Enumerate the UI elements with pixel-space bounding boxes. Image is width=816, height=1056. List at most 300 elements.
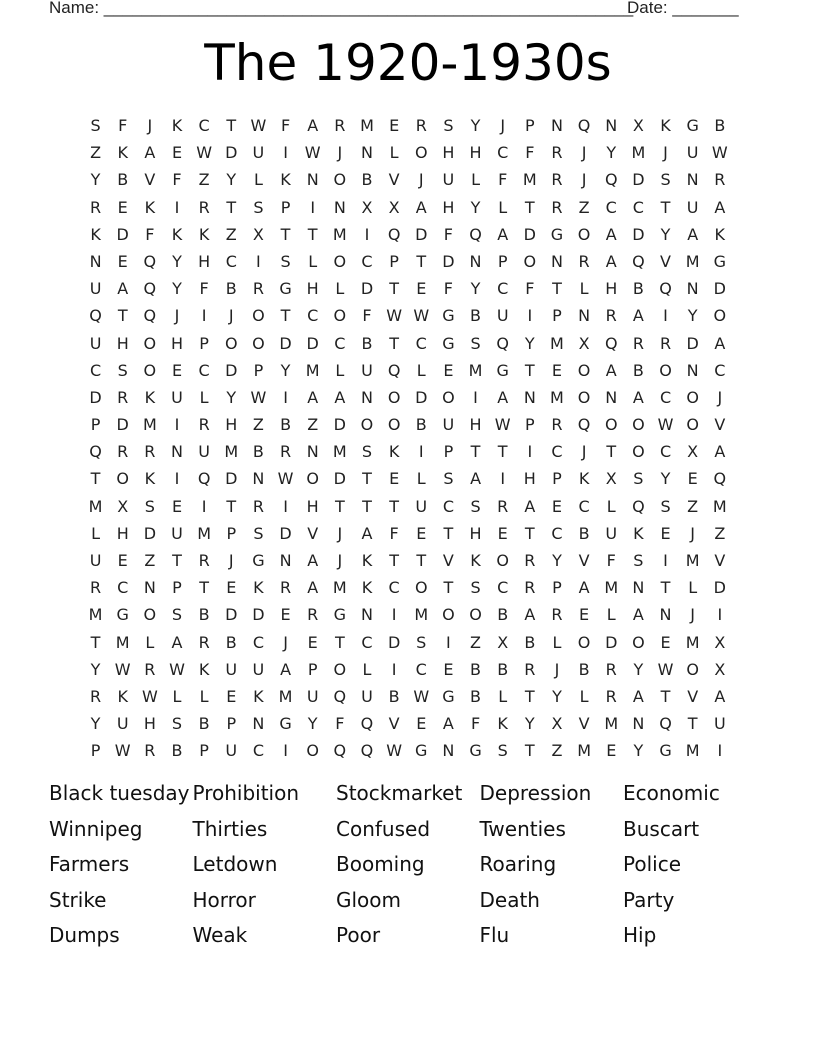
grid-letter: U (171, 387, 183, 407)
grid-letter: R (524, 578, 536, 598)
grid-letter: D (632, 224, 645, 244)
grid-letter: H (442, 197, 455, 217)
grid-letter: K (280, 170, 291, 190)
grid-letter: Q (632, 496, 645, 516)
grid-letter: C (252, 632, 264, 652)
grid-letter: B (171, 741, 183, 761)
grid-letter: E (606, 741, 617, 761)
grid-letter: O (306, 741, 319, 761)
grid-letter: C (605, 197, 617, 217)
grid-letter: M (685, 551, 700, 570)
grid-letter: L (362, 659, 372, 679)
grid-letter: S (443, 469, 454, 489)
grid-letter: C (307, 306, 319, 326)
grid-letter: Y (552, 686, 562, 706)
grid-letter: L (471, 170, 480, 190)
grid-letter: T (606, 442, 617, 462)
grid-letter: P (443, 442, 454, 462)
grid-letter: D (415, 224, 428, 244)
grid-letter: O (632, 415, 645, 435)
grid-letter: O (143, 605, 157, 625)
grid-letter: Q (387, 224, 401, 244)
grid-letter: C (198, 116, 210, 135)
grid-letter: T (687, 714, 698, 734)
grid-letter: B (524, 632, 536, 652)
grid-letter: C (334, 333, 346, 353)
grid-letter: Y (470, 116, 481, 135)
grid-letter: I (717, 741, 723, 761)
grid-letter: O (387, 387, 401, 407)
grid-letter: B (388, 686, 400, 706)
grid-letter: A (307, 551, 319, 570)
grid-letter: R (578, 251, 590, 271)
grid-letter: O (496, 551, 509, 570)
grid-letter: E (497, 523, 508, 543)
grid-letter: F (172, 170, 182, 190)
grid-letter: A (605, 224, 617, 244)
grid-letter: A (442, 714, 454, 734)
grid-letter: I (663, 306, 668, 326)
grid-letter: V (388, 170, 400, 190)
grid-letter: T (497, 442, 508, 462)
grid-letter: W (386, 741, 403, 761)
grid-letter: U (686, 197, 699, 217)
grid-letter: J (663, 143, 668, 163)
grid-letter: E (117, 551, 128, 570)
grid-letter: S (90, 116, 101, 135)
grid-letter: J (418, 170, 424, 190)
grid-letter: H (442, 143, 455, 163)
grid-letter: R (198, 415, 210, 435)
grid-letter: N (360, 605, 373, 625)
grid-letter: G (550, 224, 564, 244)
word-bank-item: Gloom (336, 887, 402, 912)
grid-letter: M (522, 170, 537, 190)
grid-letter: O (252, 333, 265, 353)
grid-letter: O (632, 632, 645, 652)
grid-letter: E (660, 632, 671, 652)
grid-letter: D (225, 360, 238, 380)
grid-letter: J (690, 523, 696, 543)
grid-letter: G (442, 333, 455, 353)
grid-letter: J (337, 551, 343, 570)
grid-letter: U (171, 523, 183, 543)
grid-letter: Q (577, 415, 591, 435)
grid-letter: S (253, 197, 264, 217)
grid-letter: C (578, 496, 590, 516)
grid-letter: R (90, 197, 102, 217)
grid-letter: R (605, 686, 617, 706)
grid-letter: T (524, 360, 535, 380)
grid-letter: R (334, 116, 346, 135)
grid-letter: N (605, 387, 618, 407)
grid-letter: O (116, 469, 129, 489)
grid-letter: R (714, 170, 726, 190)
grid-letter: H (469, 415, 482, 435)
grid-letter: V (307, 523, 319, 543)
grid-letter: K (660, 116, 671, 135)
grid-letter: A (524, 496, 536, 516)
grid-letter: X (578, 333, 590, 353)
grid-letter: V (578, 714, 590, 734)
grid-letter: J (283, 632, 288, 652)
grid-letter: E (551, 496, 563, 516)
grid-letter: E (117, 251, 128, 271)
word-bank-item: Booming (336, 852, 425, 877)
grid-letter: M (631, 143, 646, 163)
grid-letter: N (686, 279, 699, 299)
grid-letter: O (333, 251, 347, 271)
grid-letter: Y (660, 224, 671, 244)
grid-letter: M (142, 415, 157, 435)
grid-letter: M (577, 741, 591, 761)
grid-letter: L (172, 686, 182, 706)
grid-letter: D (360, 279, 374, 299)
grid-letter: C (659, 442, 672, 462)
grid-letter: M (414, 605, 429, 625)
grid-letter: A (632, 686, 644, 706)
grid-letter: R (90, 686, 102, 706)
grid-letter: Z (144, 551, 156, 570)
grid-letter: P (552, 306, 562, 326)
grid-letter: X (361, 197, 373, 217)
grid-letter: W (250, 116, 267, 135)
grid-letter: W (657, 659, 674, 679)
grid-letter: D (279, 523, 292, 543)
grid-letter: L (253, 170, 263, 190)
grid-letter: A (144, 143, 156, 163)
grid-letter: B (280, 415, 292, 435)
grid-letter: Z (252, 415, 264, 435)
grid-letter: Z (687, 496, 699, 516)
grid-letter: T (524, 741, 535, 761)
grid-letter: M (685, 741, 700, 761)
grid-letter: C (89, 360, 102, 380)
grid-letter: Y (172, 279, 182, 299)
grid-letter: G (279, 279, 292, 299)
grid-letter: C (361, 251, 373, 271)
grid-letter: B (361, 170, 373, 190)
grid-letter: A (605, 251, 617, 271)
grid-letter: Z (307, 415, 319, 435)
grid-letter: R (551, 415, 563, 435)
grid-letter: A (687, 224, 699, 244)
grid-letter: K (144, 387, 156, 407)
grid-letter: Z (714, 523, 726, 543)
grid-letter: X (117, 496, 129, 516)
grid-letter: H (469, 143, 482, 163)
grid-letter: W (196, 143, 213, 163)
grid-letter: I (527, 442, 533, 462)
grid-letter: Q (360, 741, 374, 761)
grid-letter: Q (89, 442, 102, 462)
word-bank-item: Thirties (192, 816, 268, 841)
grid-letter: K (253, 578, 264, 598)
grid-letter: P (524, 116, 535, 135)
grid-letter: K (361, 578, 373, 598)
grid-letter: R (632, 333, 644, 353)
grid-letter: E (117, 197, 128, 217)
grid-letter: C (225, 251, 237, 271)
grid-letter: R (605, 306, 617, 326)
word-bank-item: Confused (336, 816, 431, 841)
grid-letter: O (469, 605, 482, 625)
grid-letter: B (632, 360, 644, 380)
grid-letter: W (657, 415, 674, 435)
grid-letter: I (446, 632, 451, 652)
grid-letter: N (143, 578, 156, 598)
grid-letter: S (660, 496, 671, 516)
grid-letter: M (224, 442, 239, 462)
grid-letter: O (333, 659, 347, 679)
grid-letter: S (280, 251, 291, 271)
grid-letter: L (606, 605, 616, 625)
grid-letter: P (552, 578, 562, 598)
grid-letter: P (389, 251, 399, 271)
grid-letter: S (144, 496, 155, 516)
grid-letter: T (524, 686, 535, 706)
grid-letter: T (552, 279, 562, 299)
grid-letter: A (361, 523, 373, 543)
grid-letter: Z (551, 741, 563, 761)
grid-letter: L (552, 632, 562, 652)
grid-letter: K (578, 469, 590, 489)
grid-letter: O (360, 415, 374, 435)
grid-letter: K (198, 659, 210, 679)
word-bank-item: Stockmarket (336, 781, 463, 805)
grid-letter: C (632, 197, 644, 217)
grid-letter: A (334, 387, 346, 407)
word-bank-item: Death (479, 887, 540, 912)
grid-letter: O (577, 387, 591, 407)
grid-letter: C (659, 387, 672, 407)
word-bank (49, 776, 767, 954)
grid-letter: R (279, 578, 292, 598)
grid-letter: K (361, 551, 373, 570)
grid-letter: U (198, 442, 210, 462)
grid-letter: S (497, 741, 508, 761)
grid-letter: M (115, 632, 130, 652)
grid-letter: T (280, 306, 291, 326)
grid-letter: I (174, 469, 180, 489)
grid-letter: I (283, 741, 288, 761)
grid-letter: B (225, 632, 237, 652)
grid-letter: W (494, 415, 511, 435)
grid-letter: S (416, 632, 427, 652)
grid-letter: W (277, 469, 294, 489)
grid-letter: F (199, 279, 209, 299)
grid-letter: R (659, 333, 672, 353)
grid-letter: A (497, 387, 509, 407)
grid-letter: J (554, 659, 560, 679)
grid-letter: D (225, 605, 238, 625)
grid-letter: D (713, 279, 726, 299)
grid-letter: G (713, 251, 726, 271)
grid-letter: F (335, 714, 345, 734)
grid-letter: A (307, 116, 319, 135)
grid-letter: C (497, 578, 509, 598)
grid-letter: T (660, 197, 671, 217)
grid-letter: U (686, 143, 699, 163)
grid-letter: O (604, 415, 618, 435)
grid-letter: U (442, 170, 455, 190)
grid-letter: G (469, 741, 482, 761)
grid-letter: K (198, 224, 210, 244)
grid-letter: W (250, 387, 267, 407)
grid-letter: T (172, 551, 182, 570)
grid-letter: X (388, 197, 400, 217)
grid-letter: I (500, 469, 506, 489)
word-bank-item: Dumps (49, 923, 120, 948)
grid-letter: K (388, 442, 400, 462)
grid-letter: N (659, 605, 672, 625)
grid-letter: T (524, 523, 535, 543)
grid-letter: R (307, 605, 319, 625)
grid-letter: A (117, 279, 129, 299)
grid-letter: W (114, 659, 131, 679)
grid-letter: M (468, 360, 483, 380)
grid-letter: D (333, 415, 346, 435)
grid-letter: P (172, 578, 182, 598)
grid-letter: F (362, 306, 372, 326)
grid-letter: R (551, 197, 563, 217)
grid-letter: F (606, 551, 616, 570)
name-field-label: Name: ________________________________________________________ (49, 0, 634, 17)
grid-letter: C (388, 578, 400, 598)
grid-letter: Y (470, 279, 481, 299)
grid-letter: R (117, 442, 129, 462)
grid-letter: G (415, 741, 428, 761)
grid-letter: H (225, 415, 238, 435)
grid-letter: I (391, 605, 397, 625)
grid-letter: J (581, 143, 587, 163)
grid-letter: X (714, 659, 726, 679)
grid-letter: T (389, 279, 399, 299)
grid-letter: P (307, 659, 318, 679)
grid-letter: J (500, 116, 506, 135)
grid-letter: Q (659, 714, 672, 734)
grid-letter: K (117, 686, 128, 706)
grid-letter: R (551, 170, 563, 190)
grid-letter: N (306, 170, 319, 190)
grid-letter: P (524, 415, 535, 435)
grid-letter: M (332, 224, 347, 244)
grid-letter: O (333, 306, 347, 326)
grid-letter: U (415, 496, 428, 516)
grid-letter: N (171, 442, 183, 462)
grid-letter: V (442, 551, 454, 570)
grid-letter: M (305, 360, 320, 380)
grid-letter: W (711, 143, 728, 163)
grid-letter: P (90, 741, 101, 761)
grid-letter: Y (660, 469, 671, 489)
grid-letter: Z (198, 170, 210, 190)
grid-letter: B (497, 659, 509, 679)
grid-letter: Z (225, 224, 237, 244)
grid-letter: L (498, 197, 508, 217)
grid-letter: K (497, 714, 508, 734)
grid-letter: I (418, 442, 424, 462)
grid-letter: Z (470, 632, 482, 652)
grid-letter: V (714, 551, 726, 570)
grid-letter: C (415, 333, 427, 353)
grid-letter: T (416, 251, 427, 271)
grid-letter: G (442, 306, 455, 326)
grid-letter: R (524, 551, 536, 570)
grid-letter: R (198, 197, 210, 217)
word-bank-item: Poor (336, 923, 381, 948)
grid-letter: E (551, 360, 563, 380)
grid-letter: I (174, 197, 180, 217)
grid-letter: O (387, 415, 401, 435)
grid-letter: E (443, 360, 454, 380)
grid-letter: A (470, 469, 482, 489)
grid-letter: N (469, 251, 482, 271)
grid-letter: S (171, 714, 183, 734)
grid-letter: N (306, 442, 319, 462)
grid-letter: B (632, 279, 644, 299)
grid-letter: V (687, 686, 699, 706)
grid-letter: D (442, 251, 455, 271)
grid-letter: T (226, 116, 237, 135)
grid-letter: I (717, 605, 723, 625)
grid-letter: J (581, 442, 587, 462)
grid-letter: A (714, 686, 726, 706)
grid-letter: K (253, 686, 264, 706)
word-bank-item: Buscart (623, 816, 700, 841)
grid-letter: U (713, 714, 726, 734)
grid-letter: E (443, 659, 454, 679)
grid-letter: D (686, 333, 699, 353)
grid-letter: B (578, 523, 590, 543)
word-bank-item: Strike (49, 887, 107, 912)
grid-letter: S (470, 333, 481, 353)
grid-letter: O (686, 387, 699, 407)
grid-letter: O (442, 387, 455, 407)
grid-letter: Y (524, 714, 535, 734)
grid-letter: H (143, 714, 156, 734)
grid-letter: Y (470, 197, 481, 217)
grid-letter: P (253, 360, 264, 380)
grid-letter: N (89, 251, 102, 271)
grid-letter: A (605, 360, 617, 380)
grid-letter: A (714, 333, 726, 353)
grid-letter: F (145, 224, 155, 244)
grid-letter: Y (552, 551, 562, 570)
word-bank-item: Flu (479, 923, 510, 948)
grid-letter: U (442, 415, 455, 435)
grid-letter: W (304, 143, 321, 163)
grid-letter: Y (524, 333, 535, 353)
grid-letter: U (605, 523, 618, 543)
grid-letter: A (578, 578, 590, 598)
grid-letter: Y (633, 741, 644, 761)
grid-letter: U (225, 659, 238, 679)
grid-letter: L (416, 469, 426, 489)
grid-letter: I (473, 387, 478, 407)
grid-letter: G (252, 551, 265, 570)
grid-letter: N (550, 116, 563, 135)
grid-letter: P (226, 523, 237, 543)
grid-letter: R (90, 578, 102, 598)
grid-letter: E (687, 469, 698, 489)
grid-letter: I (283, 496, 288, 516)
grid-letter: T (660, 578, 671, 598)
grid-letter: J (337, 523, 343, 543)
grid-letter: M (550, 333, 564, 353)
grid-letter: G (496, 360, 509, 380)
grid-letter: O (523, 251, 537, 271)
